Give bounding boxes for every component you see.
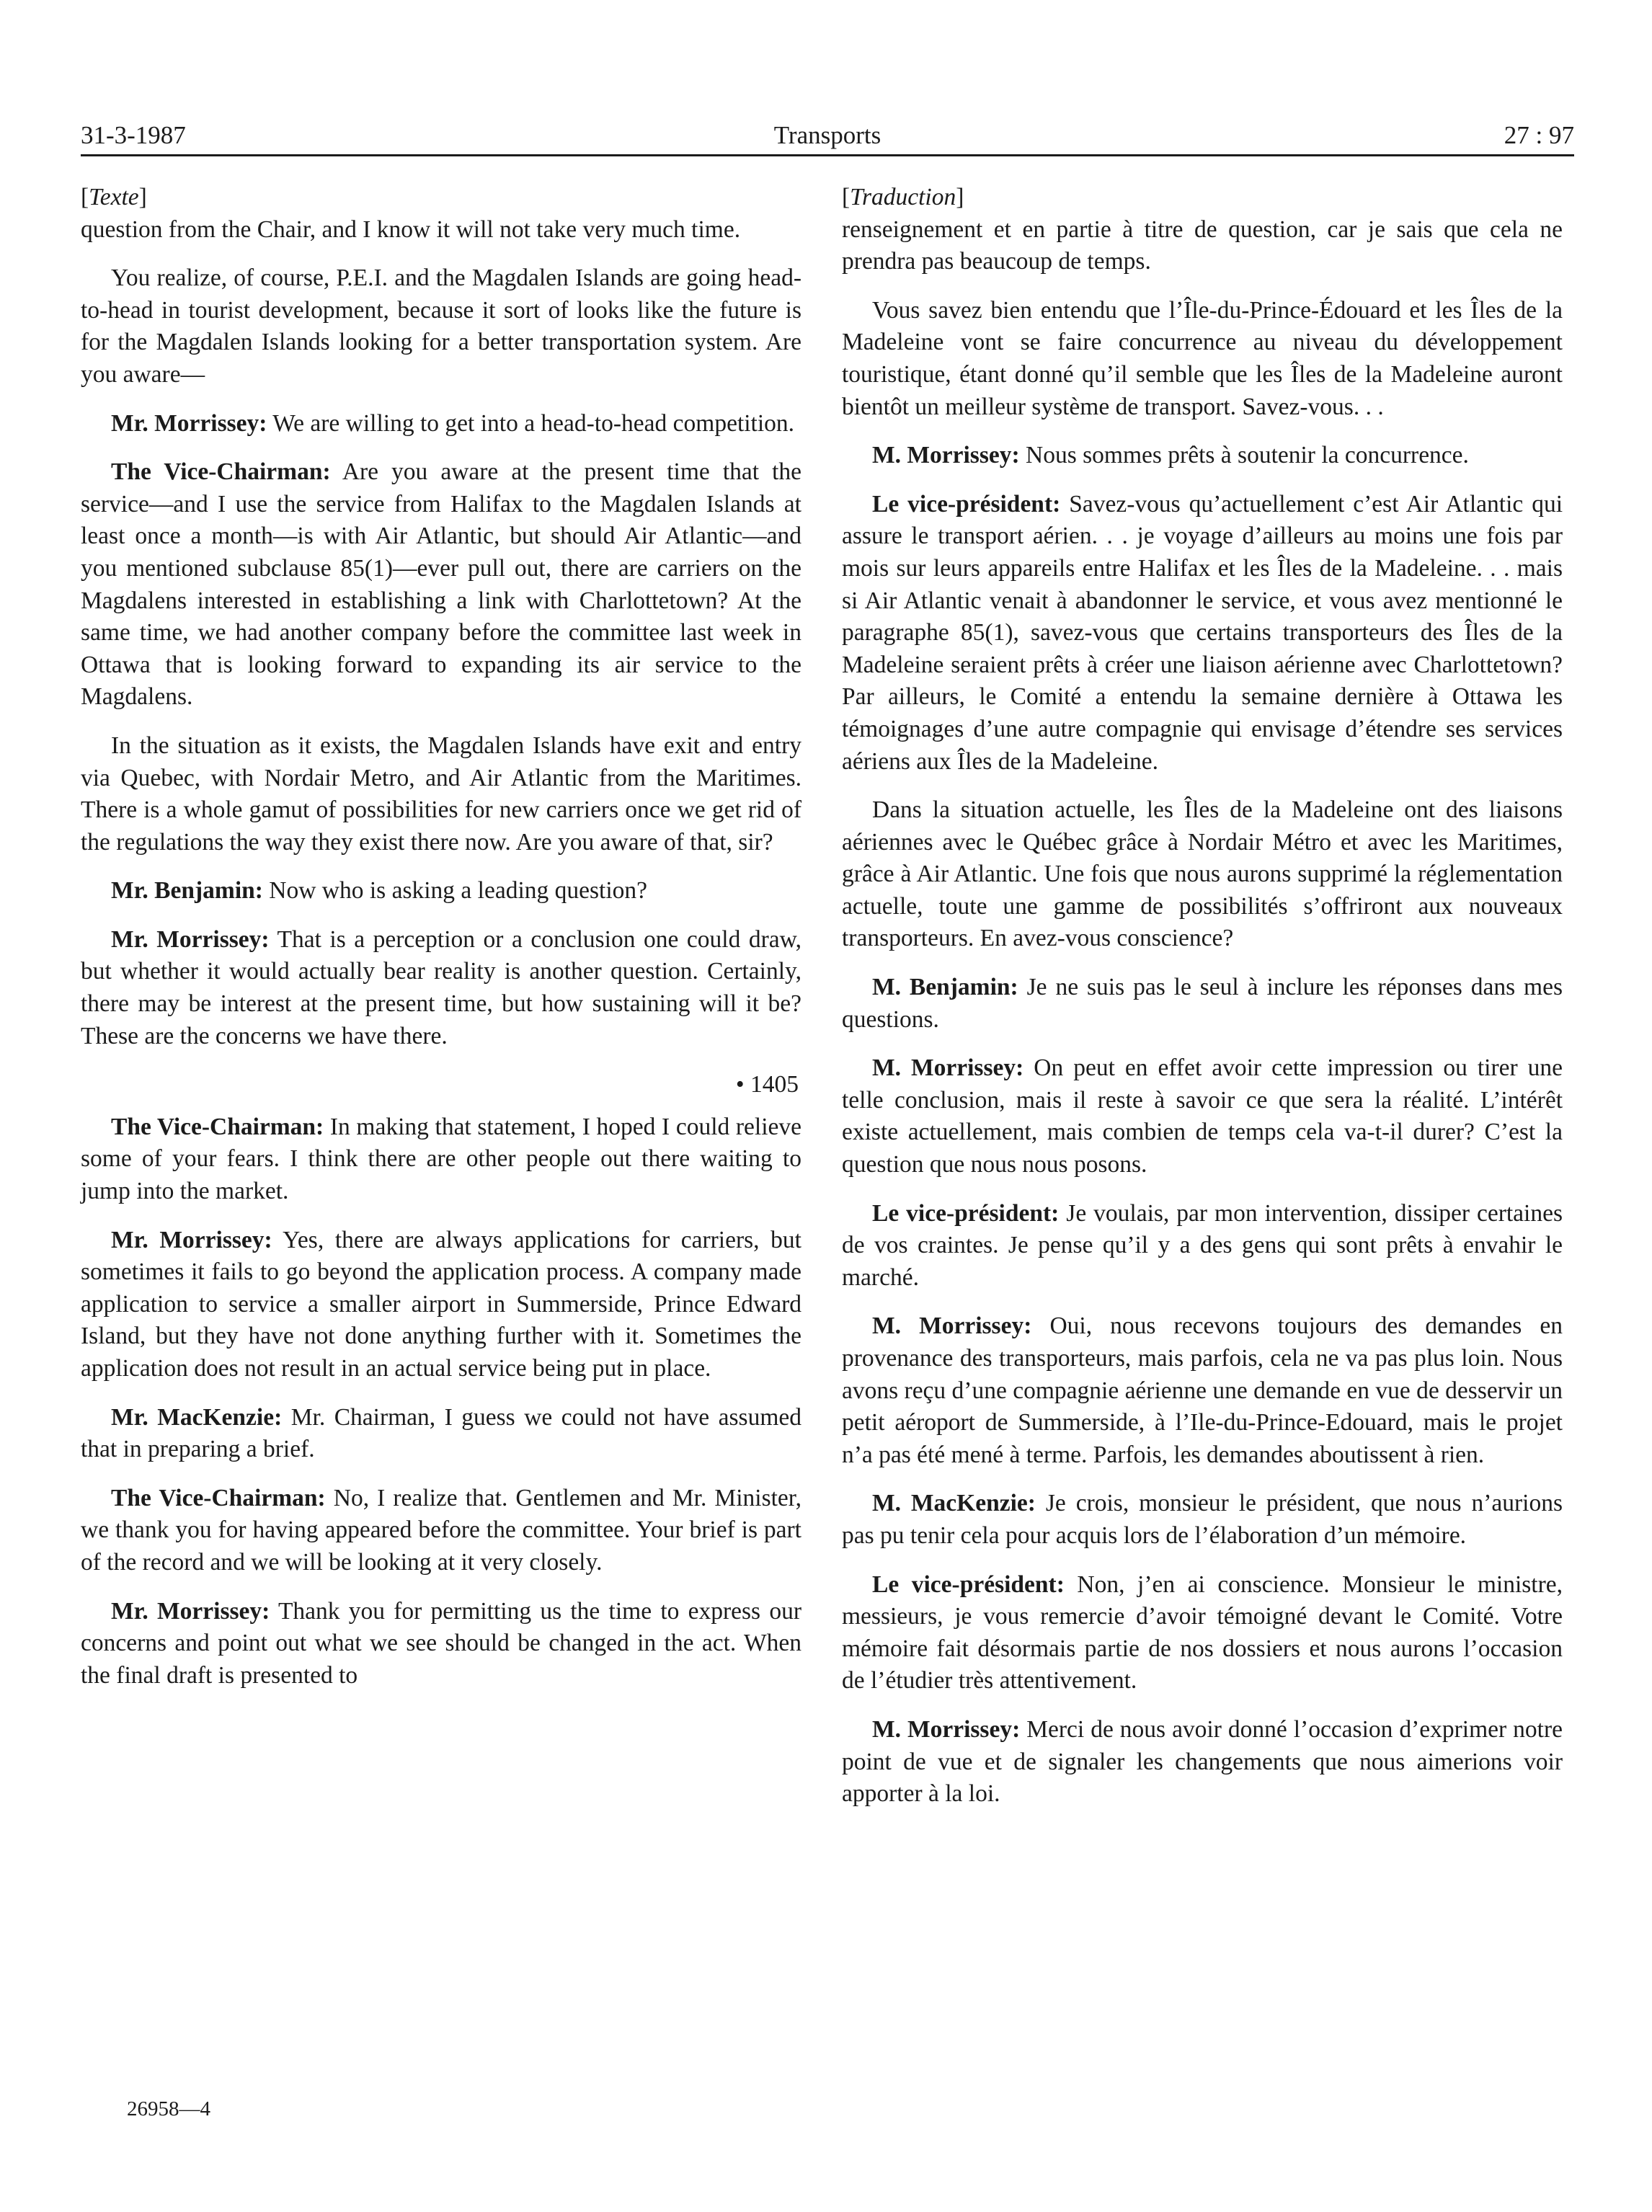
- paragraph-text: Thank you for permitting us the time to express our concerns and point out what we see should be changed in the act. When the final draft is presented to: [81, 1597, 801, 1689]
- speaker-name: The Vice-Chairman:: [111, 458, 331, 486]
- paragraph-text: question from the Chair, and I know it will not take very much time.: [81, 216, 741, 243]
- paragraph-text: In making that statement, I hoped I could relieve some of your fears. I think there are other people out there waiting to jump into the market.: [81, 1113, 802, 1205]
- paragraph-text: Are you aware at the present time that the service—and I use the service from Halifax to the Magdalen Islands at least once a month—is with Air Atlantic, but should Air Atlantic—and you mentioned subclause 85(1)—ever pull out, there are carriers on the Magdalens interested in establishing a link with Charlottetown? At the same time, we had another company before the committee last week in Ottawa that is looking forward to expanding its air service to the Magdalens.: [81, 458, 802, 711]
- paragraph-text: Nous sommes prêts à soutenir la concurrence.: [1026, 442, 1469, 469]
- paragraph-text: Yes, there are always applications for carriers, but sometimes it fails to go beyond the application process. A company made application to service a smaller airport in Summerside, Prince Edward Island, but they have not done anything further with it. Sometimes the application does not result in an actual service being put in place.: [81, 1226, 801, 1382]
- paragraph-text: Dans la situation actuelle, les Îles de la Madeleine ont des liaisons aériennes avec le Québec grâce à Nordair Métro et avec les Maritimes, grâce à Air Atlantic. Une fois que nous aurons supprimé la réglementation actuelle, toute une gamme de possibilités s’offriront aux nouveaux transporteurs. En avez-vous conscience?: [842, 796, 1563, 952]
- left-column-english: [81, 182, 801, 1708]
- transcript-paragraph: [842, 1714, 1563, 1811]
- transcript-paragraph: [842, 1052, 1563, 1181]
- paragraph-text: Non, j’en ai conscience. Monsieur le ministre, messieurs, je vous remercie d’avoir témoigné devant le Comité. Votre mémoire fait désormais partie de nos dossiers et nous aurons l’occasion de l’étudier très attentivement.: [842, 1571, 1563, 1694]
- paragraph-text: That is a perception or a conclusion one could draw, but whether it would actually bear reality is another question. Certainly, there may be interest at the present time, but how sustaining will it be? These are the concerns we have there.: [81, 925, 801, 1049]
- speaker-name: Mr. Benjamin:: [111, 877, 263, 905]
- transcript-paragraph: [842, 1488, 1563, 1552]
- transcript-paragraph: [81, 924, 801, 1052]
- paragraph-text: Oui, nous recevons toujours des demandes en provenance des transporteurs, mais parfois, cela ne va pas plus loin. Nous avons reçu d’une compagnie aérienne une demande en vue de desservir un petit aéroport de Summerside, à l’Ile-du-Prince-Edouard, mais le projet n’a pas été mené à terme. Parfois, les demandes aboutissent à rien.: [842, 1312, 1563, 1468]
- speaker-name: Le vice-président:: [872, 1571, 1065, 1598]
- transcript-paragraph: [81, 875, 801, 907]
- transcript-paragraph: [81, 214, 801, 246]
- paragraph-text: Je voulais, par mon intervention, dissiper certaines de vos craintes. Je pense qu’il y a des gens qui sont prêts à envahir le marché.: [842, 1199, 1563, 1291]
- transcript-paragraph: [81, 456, 801, 714]
- transcript-paragraph: [842, 972, 1563, 1036]
- speaker-name: Le vice-président:: [872, 490, 1061, 518]
- transcript-paragraph: [842, 489, 1563, 778]
- column-label-text: Traduction: [850, 184, 956, 210]
- speaker-name: M. Morrissey:: [872, 1312, 1032, 1340]
- paragraph-text: Je crois, monsieur le président, que nous n’aurions pas pu tenir cela pour acquis lors de l’élaboration d’un mémoire.: [842, 1490, 1563, 1549]
- paragraph-text: You realize, of course, P.E.I. and the Magdalen Islands are going head-to-head in tourist development, because it sort of looks like the future is for the Magdalen Islands looking for a better transportation system. Are you aware—: [81, 265, 801, 388]
- speaker-name: M. Benjamin:: [872, 974, 1018, 1001]
- speaker-name: Mr. Morrissey:: [111, 1226, 272, 1253]
- transcript-paragraph: [842, 440, 1563, 472]
- page-header: [81, 121, 1574, 156]
- paragraph-text: Merci de nous avoir donné l’occasion d’exprimer notre point de vue et de signaler les changements que nous aimerions voir apporter à la loi.: [842, 1715, 1563, 1808]
- speaker-name: Mr. Morrissey:: [111, 925, 270, 953]
- header-date: 31-3-1987: [81, 121, 186, 149]
- transcript-paragraph: [81, 730, 801, 858]
- transcript-paragraph: [81, 1596, 801, 1692]
- paragraph-text: We are willing to get into a head-to-head competition.: [272, 409, 795, 437]
- paragraph-text: Je ne suis pas le seul à inclure les réponses dans mes questions.: [842, 974, 1563, 1033]
- transcript-paragraph: [842, 1310, 1563, 1471]
- speaker-name: The Vice-Chairman:: [111, 1484, 326, 1511]
- speaker-name: M. MacKenzie:: [872, 1490, 1036, 1517]
- transcript-paragraph: [842, 1198, 1563, 1294]
- paragraph-text: In the situation as it exists, the Magdalen Islands have exit and entry via Quebec, with Nordair Metro, and Air Atlantic from the Maritimes. There is a whole gamut of possibilities for new carriers once we get rid of the regulations the way they exist there now. Are you aware of that, sir?: [81, 732, 801, 856]
- transcript-paragraph: [842, 214, 1563, 278]
- speaker-name: M. Morrissey:: [872, 1054, 1024, 1082]
- transcript-paragraph: [81, 262, 801, 391]
- paragraph-text: renseignement et en partie à titre de question, car je sais que cela ne prendra pas beaucoup de temps.: [842, 216, 1563, 275]
- speaker-name: Mr. Morrissey:: [111, 409, 267, 437]
- paragraph-text: Mr. Chairman, I guess we could not have assumed that in preparing a brief.: [81, 1403, 801, 1463]
- header-page-number: 27 : 97: [1504, 121, 1574, 149]
- speaker-name: Mr. Morrissey:: [111, 1597, 270, 1625]
- transcript-paragraph: [81, 408, 801, 440]
- transcript-paragraph: [842, 794, 1563, 955]
- paragraph-text: No, I realize that. Gentlemen and Mr. Minister, we thank you for having appeared before the committee. Your brief is part of the record and we will be looking at it very closely.: [81, 1484, 801, 1576]
- paragraph-text: Savez-vous qu’actuellement c’est Air Atlantic qui assure le transport aérien. . . je voyage d’ailleurs au moins une fois par mois sur leurs appareils entre Halifax et les Îles de la Madeleine. . . mais si Air Atlantic venait à abandonner le service, et vous avez mentionné le paragraphe 85(1), savez-vous que certains transporteurs des Îles de la Madeleine seraient prêts à créer une liaison aérienne avec Charlottetown? Par ailleurs, le Comité a entendu la semaine dernière à Ottawa les témoignages d’une autre compagnie qui envisage d’étendre ses services aériens aux Îles de la Madeleine.: [842, 490, 1563, 775]
- column-label-traduction: [Traduction]: [842, 184, 964, 210]
- speaker-name: M. Morrissey:: [872, 1715, 1021, 1743]
- transcript-paragraph: [81, 1225, 801, 1385]
- transcript-paragraph: [81, 1402, 801, 1466]
- paragraph-text: Vous savez bien entendu que l’Île-du-Prince-Édouard et les Îles de la Madeleine vont se faire concurrence au niveau du développement touristique, étant donné qu’il semble que les Îles de la Madeleine auront bientôt un meilleur système de transport. Savez-vous. . .: [842, 296, 1563, 420]
- paragraph-text: Now who is asking a leading question?: [269, 877, 648, 905]
- transcript-paragraph: [81, 1483, 801, 1579]
- transcript-paragraph: [81, 1111, 801, 1208]
- speaker-name: Le vice-président:: [872, 1199, 1060, 1227]
- speaker-name: The Vice-Chairman:: [111, 1113, 324, 1140]
- speaker-name: Mr. MacKenzie:: [111, 1403, 283, 1431]
- transcript-paragraph: [842, 1569, 1563, 1697]
- footer-print-code: 26958—4: [127, 2097, 210, 2120]
- column-label-texte: [Texte]: [81, 184, 147, 210]
- transcript-paragraph: [842, 295, 1563, 423]
- timestamp: • 1405: [735, 1071, 799, 1098]
- speaker-name: M. Morrissey:: [872, 442, 1020, 469]
- column-label-text: Texte: [89, 184, 139, 210]
- right-column-french: [842, 182, 1563, 1827]
- header-title: Transports: [773, 121, 881, 149]
- paragraph-text: On peut en effet avoir cette impression ou tirer une telle conclusion, mais il reste à savoir ce que sera la réalité. L’intérêt existe actuellement, mais combien de temps cela va-t-il durer? C’est la question que nous nous posons.: [842, 1054, 1563, 1178]
